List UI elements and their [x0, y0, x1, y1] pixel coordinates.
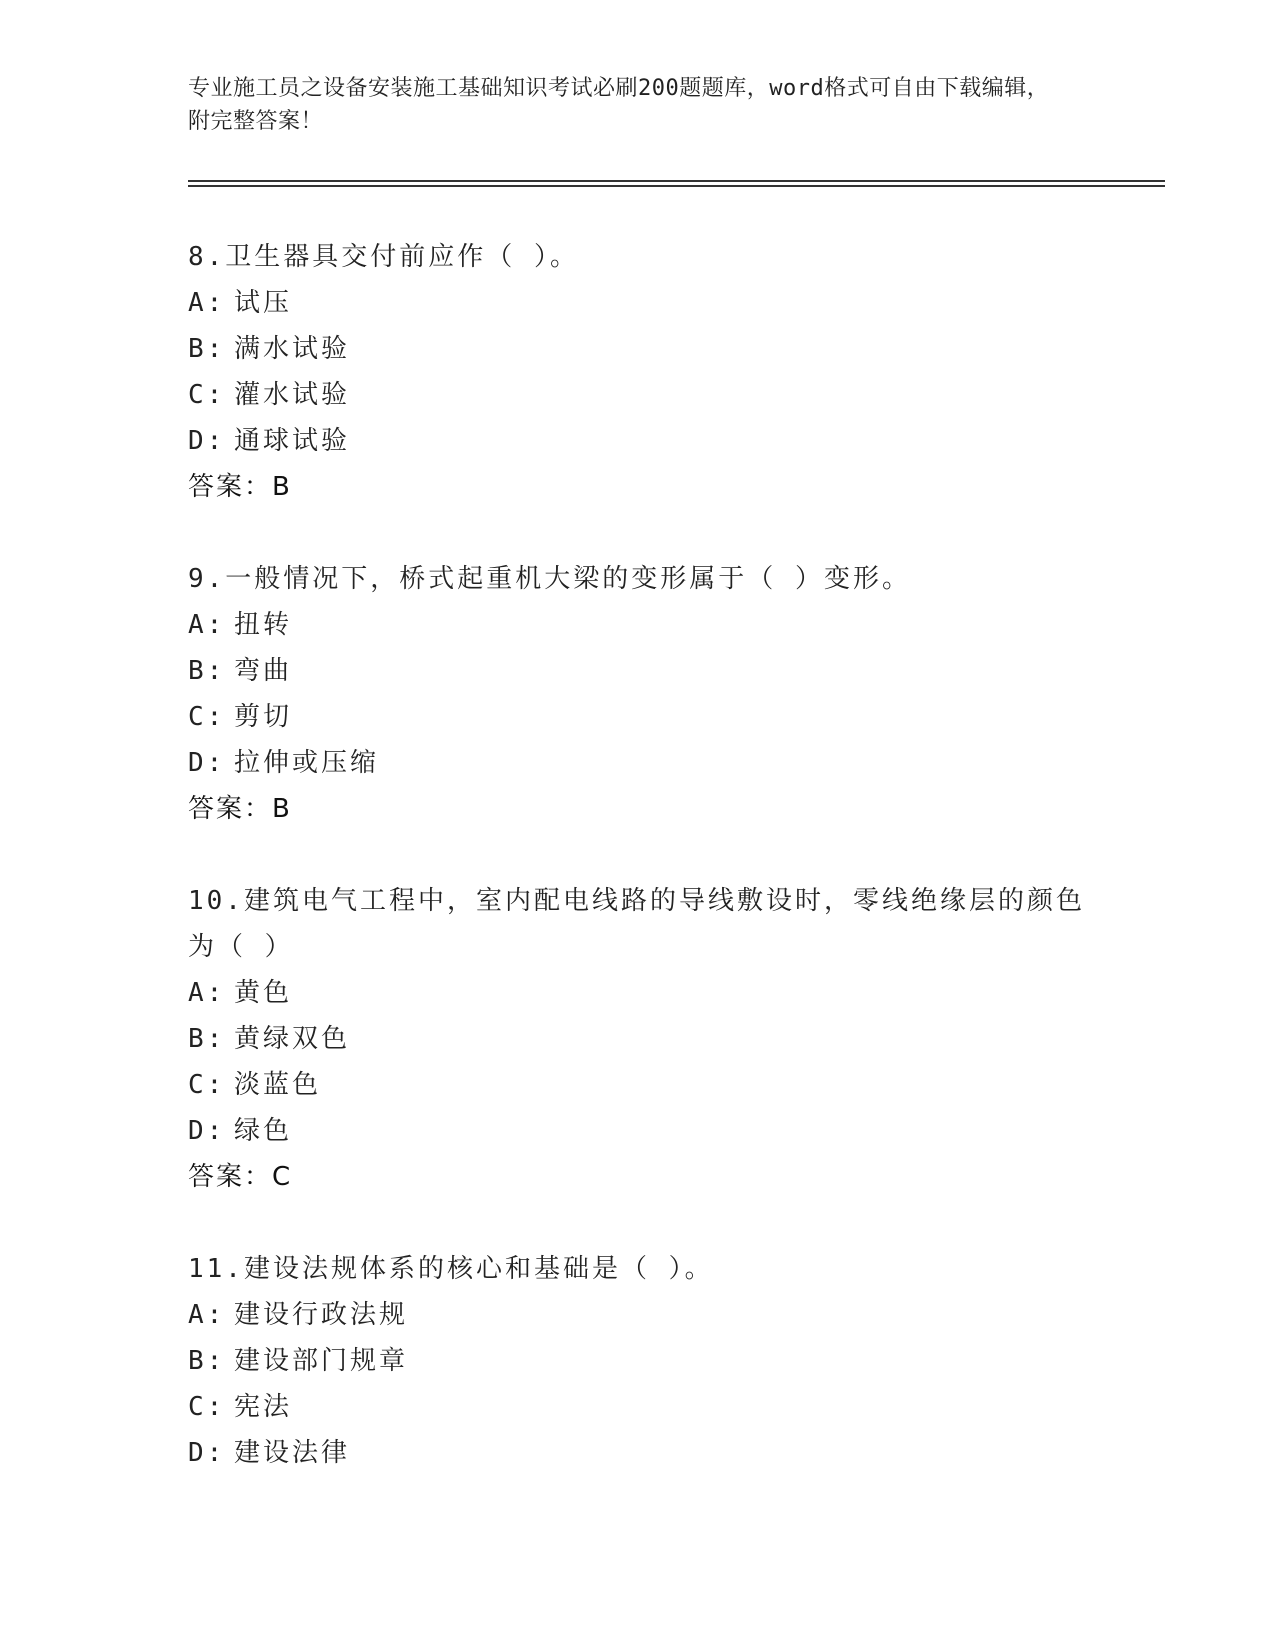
- option-key: B:: [188, 656, 226, 686]
- option-d: [188, 1430, 1088, 1476]
- header-rule-bottom: [188, 185, 1165, 187]
- option-key: B:: [188, 1024, 226, 1054]
- option-key: A:: [188, 978, 226, 1008]
- option-d: [188, 1108, 1088, 1154]
- option-text: 建设法律: [234, 1438, 351, 1468]
- option-text: 通球试验: [234, 426, 351, 456]
- option-text: 弯曲: [234, 656, 293, 686]
- option-b: [188, 1016, 1088, 1062]
- question-stem: 10.建筑电气工程中，室内配电线路的导线敷设时，零线绝缘层的颜色为（ ）: [188, 886, 1085, 962]
- option-key: D:: [188, 426, 226, 456]
- question-stem: 11.建设法规体系的核心和基础是（ ）。: [188, 1254, 714, 1284]
- option-key: C:: [188, 1392, 226, 1422]
- question-11: [188, 1246, 1088, 1476]
- option-d: [188, 740, 1088, 786]
- option-a: [188, 970, 1088, 1016]
- answer-line: 答案：B: [188, 472, 292, 502]
- option-a: [188, 280, 1088, 326]
- option-text: 剪切: [234, 702, 293, 732]
- answer-line: 答案：B: [188, 794, 292, 824]
- option-c: [188, 694, 1088, 740]
- option-key: C:: [188, 380, 226, 410]
- option-key: B:: [188, 334, 226, 364]
- question-10: [188, 878, 1088, 1200]
- option-c: [188, 1062, 1088, 1108]
- option-a: [188, 602, 1088, 648]
- option-text: 建设部门规章: [234, 1346, 409, 1376]
- question-stem: 8.卫生器具交付前应作（ ）。: [188, 242, 579, 272]
- option-key: C:: [188, 1070, 226, 1100]
- option-key: B:: [188, 1346, 226, 1376]
- option-b: [188, 326, 1088, 372]
- option-text: 拉伸或压缩: [234, 748, 380, 778]
- question-stem: 9.一般情况下，桥式起重机大梁的变形属于（ ）变形。: [188, 564, 911, 594]
- answer-line: 答案：C: [188, 1162, 293, 1192]
- option-text: 试压: [234, 288, 293, 318]
- option-text: 淡蓝色: [234, 1070, 322, 1100]
- option-c: [188, 372, 1088, 418]
- question-8: [188, 234, 1088, 510]
- option-b: [188, 648, 1088, 694]
- option-d: [188, 418, 1088, 464]
- option-c: [188, 1384, 1088, 1430]
- option-text: 绿色: [234, 1116, 293, 1146]
- header-rule-top: [188, 180, 1165, 182]
- question-9: [188, 556, 1088, 832]
- option-text: 宪法: [234, 1392, 293, 1422]
- option-key: D:: [188, 1116, 226, 1146]
- option-key: D:: [188, 748, 226, 778]
- option-key: A:: [188, 1300, 226, 1330]
- option-key: A:: [188, 610, 226, 640]
- option-text: 满水试验: [234, 334, 351, 364]
- option-key: C:: [188, 702, 226, 732]
- option-text: 扭转: [234, 610, 293, 640]
- option-text: 黄绿双色: [234, 1024, 351, 1054]
- option-text: 黄色: [234, 978, 293, 1008]
- option-b: [188, 1338, 1088, 1384]
- document-header: 专业施工员之设备安装施工基础知识考试必刷200题题库，word格式可自由下载编辑，附完整答案！: [188, 76, 1050, 134]
- option-a: [188, 1292, 1088, 1338]
- option-text: 建设行政法规: [234, 1300, 409, 1330]
- option-text: 灌水试验: [234, 380, 351, 410]
- option-key: D:: [188, 1438, 226, 1468]
- option-key: A:: [188, 288, 226, 318]
